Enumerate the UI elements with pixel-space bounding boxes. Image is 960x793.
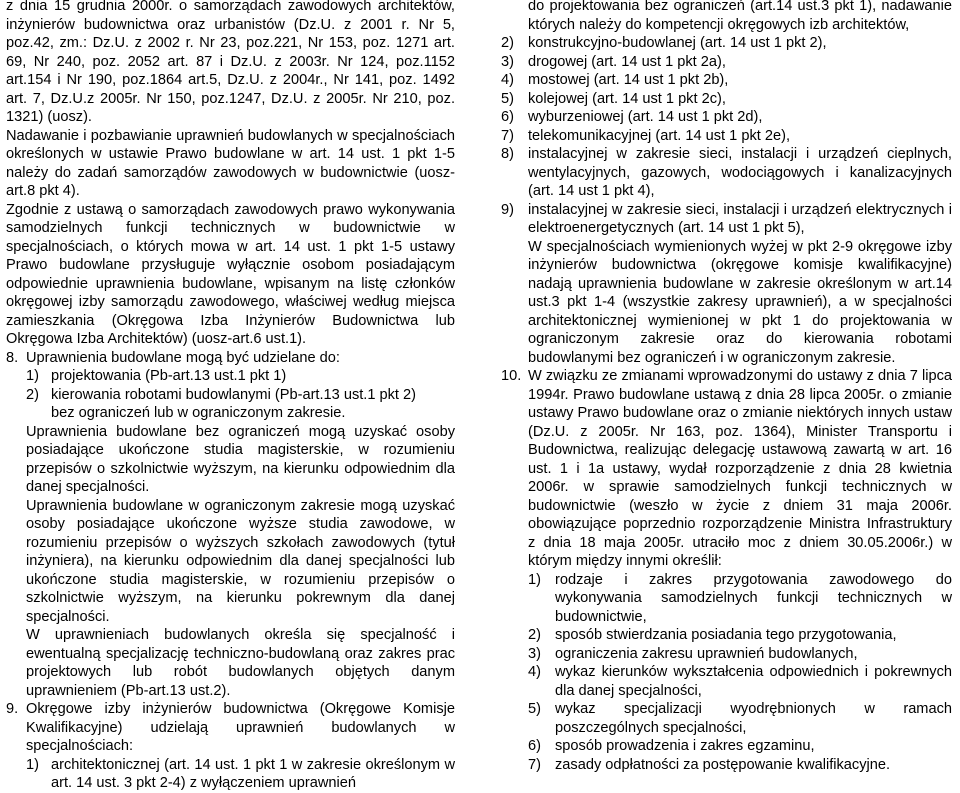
sub-item-text: projektowania (Pb-art.13 ust.1 pkt 1)	[51, 368, 287, 384]
item-text: instalacyjnej w zakresie sieci, instalacji i urządzeń elektrycznych i elektroenergetycznych (art. 14 ust 1 pkt 5),	[528, 201, 952, 236]
item-number: 5)	[501, 90, 514, 107]
sub-item-number: 1)	[26, 368, 39, 384]
item-number: 9)	[501, 201, 514, 218]
item-text: wykaz specjalizacji wyodrębnionych w ramach poszczególnych specjalności,	[555, 701, 952, 736]
paragraph-specialties: W specjalnościach wymienionych wyżej w pkt 2-9 okręgowe izby inżynierów budownictwa (okręgowe komisje kwalifikacyjne) nadają uprawnienia budowlane w zakresie określonym w art.14 ust.3 pkt 1-4 (wszystkie zakresy uprawnień), a w specjalności architektonicznej wymienionej w pkt 1 do projektowania w ograniczonym zakresie oraz do kierowania robotami budowlanymi bez ograniczeń i w ograniczonym zakresie.	[528, 238, 952, 366]
list-item-8	[6, 349, 455, 701]
paragraph-law-reference: z dnia 15 grudnia 2000r. o samorządach zawodowych architektów, inżynierów budownictwa oraz urbanistów (Dz.U. z 2001 r. Nr 5, poz.42, zm.: Dz.U. z 2002 r. Nr 23, poz.221, Nr 153, poz. 1271 art. 69, Nr 240, poz. 2052 art. 87 i Dz.U. z 2003r. Nr 124, poz.1152 art.154 i Nr 190, poz.1864 art.5, Dz.U. z 2004r., Nr 141, poz. 1492 art. 7, Dz.U.z 2005r. Nr 150, poz.1247, Dz.U. z 2005r. Nr 210, poz. 1321) (uosz).	[6, 0, 455, 125]
item-text: rodzaje i zakres przygotowania zawodowego do wykonywania samodzielnych funkcji technicznych w budownictwie,	[555, 571, 952, 625]
list-item	[528, 626, 952, 645]
list-item	[528, 756, 952, 775]
specialty-list	[501, 34, 952, 238]
list-item	[501, 145, 952, 201]
sub-item-1	[26, 367, 455, 386]
list-item	[501, 34, 952, 53]
item-number: 6)	[501, 109, 514, 125]
sub-item-list	[528, 571, 952, 775]
item-text: ograniczenia zakresu uprawnień budowlanych,	[555, 645, 858, 662]
list-item	[528, 737, 952, 756]
item-text: W związku ze zmianami wprowadzonymi do ustawy z dnia 7 lipca 1994r. Prawo budowlane ustawą z dnia 28 lipca 2005r. o zmianie ustawy Prawo budowlane oraz o zmianie niektórych innych ustaw (Dz.U. z 2005r. Nr 163, poz. 1364), Minister Transportu i Budownictwa, realizując delegację ustawową zawartą w art. 16 ust. 1 i 1a ustawy, wydał rozporządzenie z dnia 28 kwietnia 2006r. w sprawie samodzielnych funkcji technicznych w budownictwie (weszło w życie z dniem 31 maja 2006r. obowiązujące poprzednio rozporządzenie Ministra Infrastruktury z dnia 18 maja 2005r. utraciło moc z dniem 30.05.2006r.) w którym między innymi określił:	[528, 368, 952, 569]
item-number: 5)	[528, 701, 541, 717]
item-number: 1)	[528, 571, 541, 588]
item-text: drogowej (art. 14 ust 1 pkt 2a),	[528, 53, 726, 70]
item-number: 2)	[528, 627, 541, 643]
left-column	[6, 0, 455, 793]
sub-item-2	[26, 386, 455, 405]
item-text: mostowej (art. 14 ust 1 pkt 2b),	[528, 72, 729, 88]
continuation-text: do projektowania bez ograniczeń (art.14 ust.3 pkt 1), nadawanie których należy do kompetencji okręgowych izb architektów,	[528, 0, 952, 33]
sub-item-number: 1)	[26, 756, 39, 773]
item-number: 3)	[528, 645, 541, 662]
item-number: 9.	[6, 701, 19, 717]
sub-item-text: kierowania robotami budowlanymi (Pb-art.13 ust.1 pkt 2)	[51, 386, 417, 403]
item-number: 3)	[501, 53, 514, 70]
list-item	[528, 663, 952, 700]
item-number: 8)	[501, 146, 514, 162]
item-number: 2)	[501, 35, 514, 51]
item-number: 7)	[501, 127, 514, 144]
paragraph-specialty: W uprawnieniach budowlanych określa się specjalność i ewentualną specjalizację techniczno-budowlaną oraz zakres prac projektowych lub robót budowlanych objętych danym uprawnieniem (Pb-art.13 ust.2).	[26, 627, 455, 699]
list-item	[501, 108, 952, 127]
list-item-9	[6, 700, 455, 793]
item-text: telekomunikacyjnej (art. 14 ust 1 pkt 2e),	[528, 127, 791, 144]
paragraph-limited: Uprawnienia budowlane w ograniczonym zakresie mogą uzyskać osoby posiadające ukończone wyższe studia zawodowe, w rozumieniu przepisów o wyższych szkołach zawodowych (tytuł inżyniera), na kierunku odpowiednim dla danej specjalności lub ukończone studia magisterskie, w rozumieniu przepisów o szkolnictwie wyższym, na kierunku pokrewnym dla danej specjalności.	[26, 497, 455, 625]
list-item	[501, 127, 952, 146]
item-text: zasady odpłatności za postępowanie kwalifikacyjne.	[555, 756, 891, 773]
item-text: Okręgowe izby inżynierów budownictwa (Okręgowe Komisje Kwalifikacyjne) udzielają uprawnień budowlanych w specjalnościach:	[26, 701, 455, 754]
list-item	[501, 90, 952, 109]
right-column	[501, 0, 952, 774]
list-item	[501, 53, 952, 72]
item-number: 4)	[501, 72, 514, 88]
item-text: wykaz kierunków wykształcenia odpowiednich i pokrewnych dla danej specjalności,	[555, 664, 952, 699]
sub-item-number: 2)	[26, 386, 39, 403]
sub-item-tail: bez ograniczeń lub w ograniczonym zakresie.	[51, 405, 346, 421]
item-text: instalacyjnej w zakresie sieci, instalacji i urządzeń cieplnych, wentylacyjnych, gazowych, wodociągowych i kanalizacyjnych (art. 14 ust 1 pkt 4),	[528, 146, 952, 199]
item-number: 6)	[528, 738, 541, 754]
list-item	[528, 645, 952, 664]
item-number: 7)	[528, 756, 541, 773]
list-item-10	[501, 367, 952, 774]
paragraph-unlimited: Uprawnienia budowlane bez ograniczeń mogą uzyskać osoby posiadające ukończone studia magisterskie, w rozumieniu przepisów o szkolnictwie wyższym, na kierunku odpowiednim dla danej specjalności.	[26, 423, 455, 495]
item-number: 8.	[6, 349, 19, 366]
sub-item-1	[26, 756, 455, 793]
list-item	[501, 201, 952, 238]
item-text: Uprawnienia budowlane mogą być udzielane do:	[26, 349, 340, 366]
paragraph-statute: Zgodnie z ustawą o samorządach zawodowych prawo wykonywania samodzielnych funkcji technicznych w budownictwie w specjalnościach, o których mowa w art. 14 ust. 1 pkt 1-5 ustawy Prawo budowlane przysługuje wyłącznie osobom posiadającym odpowiednie uprawnienia budowlane, wpisanym na listę członków okręgowej izby samorządu zawodowego, właściwej według miejsca zamieszkania (Okręgowa Izba Inżynierów Budownictwa lub Okręgowa Izba Architektów) (uosz-art.6 ust.1).	[6, 201, 455, 347]
list-item	[501, 71, 952, 90]
paragraph-granting-rights: Nadawanie i pozbawianie uprawnień budowlanych w specjalnościach określonych w ustawie Prawo budowlane w art. 14 ust. 1 pkt 1-5 należy do zadań samorządów zawodowych w budownictwie (uosz-art.8 pkt 4).	[6, 127, 455, 199]
list-item	[528, 571, 952, 627]
item-number: 4)	[528, 664, 541, 680]
item-text: wyburzeniowej (art. 14 ust 1 pkt 2d),	[528, 109, 763, 125]
item-number: 10.	[501, 368, 522, 384]
item-text: konstrukcyjno-budowlanej (art. 14 ust 1 pkt 2),	[528, 35, 827, 51]
item-text: sposób stwierdzania posiadania tego przygotowania,	[555, 627, 897, 643]
sub-item-text: architektonicznej (art. 14 ust. 1 pkt 1 w zakresie określonym w art. 14 ust. 3 pkt 2-4) z wyłączeniem uprawnień	[51, 756, 455, 791]
item-text: sposób prowadzenia i zakres egzaminu,	[555, 738, 815, 754]
item-text: kolejowej (art. 14 ust 1 pkt 2c),	[528, 90, 726, 107]
list-item	[528, 700, 952, 737]
